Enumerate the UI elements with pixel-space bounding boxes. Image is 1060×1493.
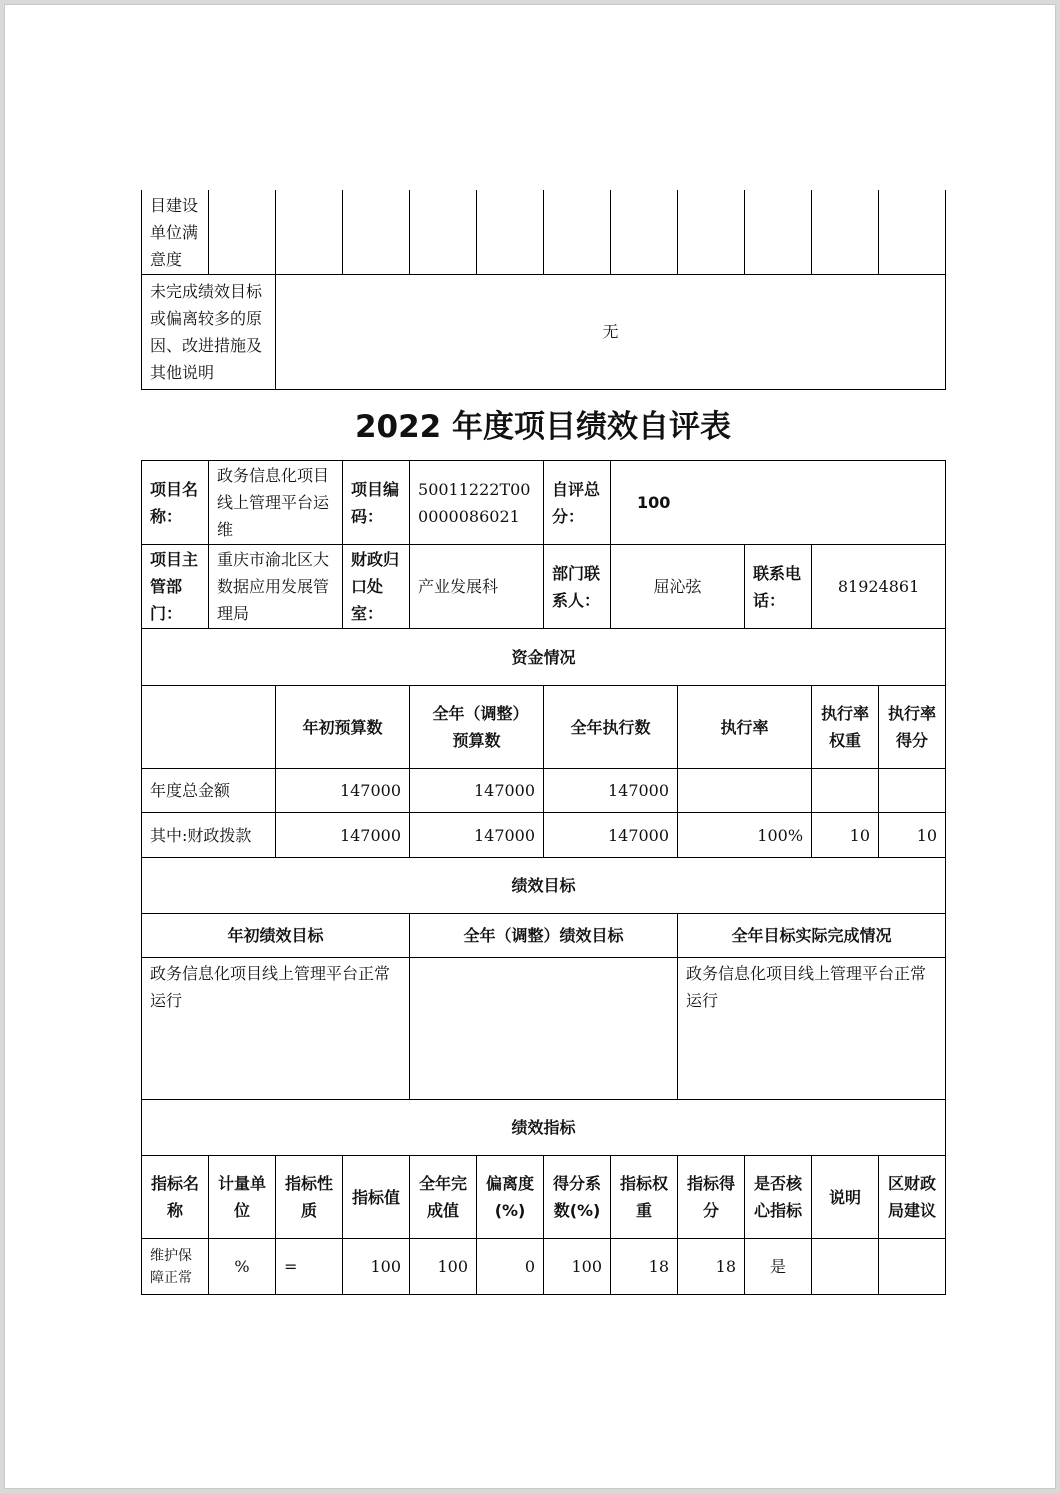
- goals-header-adjusted: 全年（调整）绩效目标: [410, 914, 678, 958]
- explanation-label: 未完成绩效目标或偏离较多的原因、改进措施及其他说明: [142, 274, 276, 389]
- ind-cell: 100: [544, 1239, 611, 1295]
- ind-cell: %: [209, 1239, 276, 1295]
- goals-initial-value: 政务信息化项目线上管理平台正常运行: [142, 958, 410, 1100]
- goals-section-title: 绩效目标: [142, 858, 946, 914]
- ind-header-value: 指标值: [343, 1156, 410, 1239]
- ind-header-name: 指标名称: [142, 1156, 209, 1239]
- funds-row-total: [142, 769, 946, 813]
- ind-header-weight: 指标权重: [611, 1156, 678, 1239]
- goals-header-initial: 年初绩效目标: [142, 914, 410, 958]
- total-score: 100: [611, 461, 946, 545]
- indicator-row: [142, 1239, 946, 1295]
- ind-header-deviation: 偏离度(%): [477, 1156, 544, 1239]
- page-title: 2022 年度项目绩效自评表: [354, 409, 732, 445]
- dept: 重庆市渝北区大数据应用发展管理局: [209, 545, 343, 629]
- phone: 81924861: [812, 545, 946, 629]
- project-name-label: 项目名称：: [142, 461, 209, 545]
- funds-header-blank: [142, 686, 276, 769]
- ind-cell: 0: [477, 1239, 544, 1295]
- funds-cell: 147000: [544, 769, 678, 813]
- contact-label: 部门联系人：: [544, 545, 611, 629]
- funds-header-executed: 全年执行数: [544, 686, 678, 769]
- ind-cell: [812, 1239, 879, 1295]
- total-score-label: 自评总分：: [544, 461, 611, 545]
- funds-cell: 其中:财政拨款: [142, 813, 276, 858]
- funds-cell: 147000: [410, 769, 544, 813]
- funds-cell: 年度总金额: [142, 769, 276, 813]
- ind-cell: =: [276, 1239, 343, 1295]
- ind-header-coefficient: 得分系数(%): [544, 1156, 611, 1239]
- ind-cell: 100: [410, 1239, 477, 1295]
- project-code: 50011222T000000086021: [410, 461, 544, 545]
- funds-header-adjusted: 全年（调整）预算数: [410, 686, 544, 769]
- explanation-value: 无: [276, 274, 946, 389]
- ind-header-core: 是否核心指标: [745, 1156, 812, 1239]
- ind-cell: 维护保障正常: [142, 1239, 209, 1295]
- ind-header-unit: 计量单位: [209, 1156, 276, 1239]
- goals-header-actual: 全年目标实际完成情况: [678, 914, 946, 958]
- funds-cell: [812, 769, 879, 813]
- satisfaction-label: 目建设单位满意度: [142, 190, 209, 274]
- funds-cell: 10: [879, 813, 946, 858]
- ind-header-note: 说明: [812, 1156, 879, 1239]
- ind-cell: [879, 1239, 946, 1295]
- funds-header-score: 执行率得分: [879, 686, 946, 769]
- goals-actual-value: 政务信息化项目线上管理平台正常运行: [678, 958, 946, 1100]
- ind-cell: 18: [678, 1239, 745, 1295]
- goals-adjusted-value: [410, 958, 678, 1100]
- ind-header-suggestion: 区财政局建议: [879, 1156, 946, 1239]
- funds-section-title: 资金情况: [142, 629, 946, 686]
- prev-table-tail: [141, 190, 946, 390]
- funds-header-weight: 执行率权重: [812, 686, 879, 769]
- ind-header-score: 指标得分: [678, 1156, 745, 1239]
- finance-office-label: 财政归口处室：: [343, 545, 410, 629]
- ind-header-nature: 指标性质: [276, 1156, 343, 1239]
- funds-cell: [678, 769, 812, 813]
- funds-cell: 147000: [410, 813, 544, 858]
- ind-cell: 是: [745, 1239, 812, 1295]
- project-code-label: 项目编码：: [343, 461, 410, 545]
- funds-cell: 100%: [678, 813, 812, 858]
- funds-row-fiscal: [142, 813, 946, 858]
- funds-cell: 147000: [544, 813, 678, 858]
- funds-cell: 10: [812, 813, 879, 858]
- ind-header-completed: 全年完成值: [410, 1156, 477, 1239]
- indicators-section-title: 绩效指标: [142, 1100, 946, 1156]
- ind-cell: 100: [343, 1239, 410, 1295]
- phone-label: 联系电话：: [745, 545, 812, 629]
- project-name: 政务信息化项目线上管理平台运维: [209, 461, 343, 545]
- evaluation-table: [141, 460, 946, 1295]
- ind-cell: 18: [611, 1239, 678, 1295]
- funds-header-initial: 年初预算数: [276, 686, 410, 769]
- contact: 屈沁弦: [611, 545, 745, 629]
- funds-cell: 147000: [276, 769, 410, 813]
- dept-label: 项目主管部门：: [142, 545, 209, 629]
- funds-header-rate: 执行率: [678, 686, 812, 769]
- funds-cell: [879, 769, 946, 813]
- funds-cell: 147000: [276, 813, 410, 858]
- finance-office: 产业发展科: [410, 545, 544, 629]
